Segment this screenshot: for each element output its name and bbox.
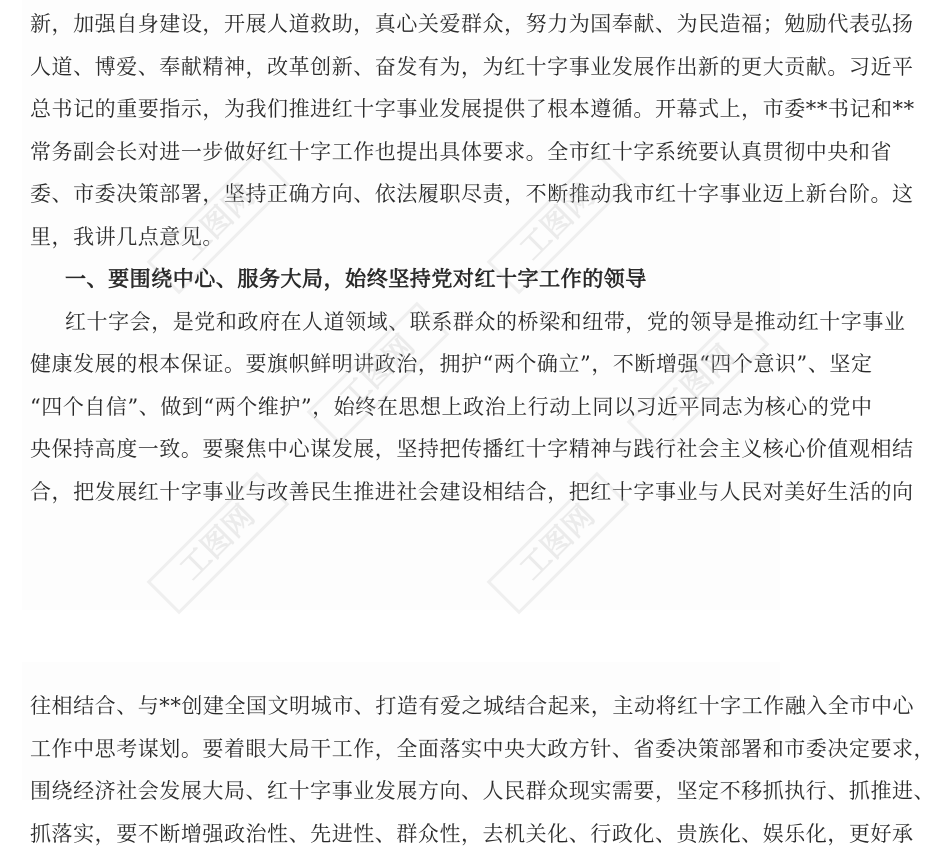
section-heading: 一、要围绕中心、服务大局，始终坚持党对红十字工作的领导	[65, 266, 647, 291]
text-line: “四个自信”、做到“两个维护”，始终在思想上政治上行动上同以习近平同志为核心的党中	[30, 394, 873, 419]
text-line: 围绕经济社会发展大局、红十字事业发展方向、人民群众现实需要，坚定不移抓执行、抓推进、	[30, 779, 935, 803]
text-line: 工作中思考谋划。要着眼大局干工作，全面落实中央大政方针、省委决策部署和市委决定要求，	[30, 736, 935, 761]
text-line: 健康发展的根本保证。要旗帜鲜明讲政治，拥护“两个确立”，不断增强“四个意识”、坚定	[30, 352, 873, 376]
text-line: 人道、博爱、奉献精神，改革创新、奋发有为，为红十字事业发展作出新的更大贡献。习近平	[30, 54, 914, 79]
document-page-1	[22, 0, 915, 610]
text-line: 新，加强自身建设，开展人道救助，真心关爱群众，努力为国奉献、为民造福；勉励代表弘扬	[30, 12, 914, 36]
text-line: 央保持高度一致。要聚焦中心谋发展，坚持把传播红十字精神与践行社会主义核心价值观相结	[30, 437, 914, 461]
text-line: 红十字会，是党和政府在人道领域、联系群众的桥梁和纽带，党的领导是推动红十字事业	[65, 309, 906, 334]
text-line: 总书记的重要指示，为我们推进红十字事业发展提供了根本遵循。开幕式上，市委**书记和**	[30, 97, 915, 121]
text-line: 抓落实，要不断增强政治性、先进性、群众性，去机关化、行政化、贵族化、娱乐化，更好承	[30, 821, 914, 846]
watermark: 工图网	[147, 472, 290, 615]
watermark: 工图网	[627, 312, 770, 455]
watermark: 工图网	[487, 472, 630, 615]
text-line: 常务副会长对进一步做好红十字工作也提出具体要求。全市红十字系统要认真贯彻中央和省	[30, 139, 892, 164]
watermark: 工图网	[487, 152, 630, 295]
text-line: 合，把发展红十字事业与改善民生推进社会建设相结合，把红十字事业与人民对美好生活的向	[30, 479, 914, 504]
text-line: 委、市委决策部署，坚持正确方向、依法履职尽责，不断推动我市红十字事业迈上新台阶。这	[30, 182, 914, 206]
text-line: 往相结合、与**创建全国文明城市、打造有爱之城结合起来，主动将红十字工作融入全市中心	[30, 694, 915, 718]
text-line: 里，我讲几点意见。	[30, 224, 224, 249]
watermark: 工图网	[147, 152, 290, 295]
watermark: 工图网	[307, 302, 450, 445]
